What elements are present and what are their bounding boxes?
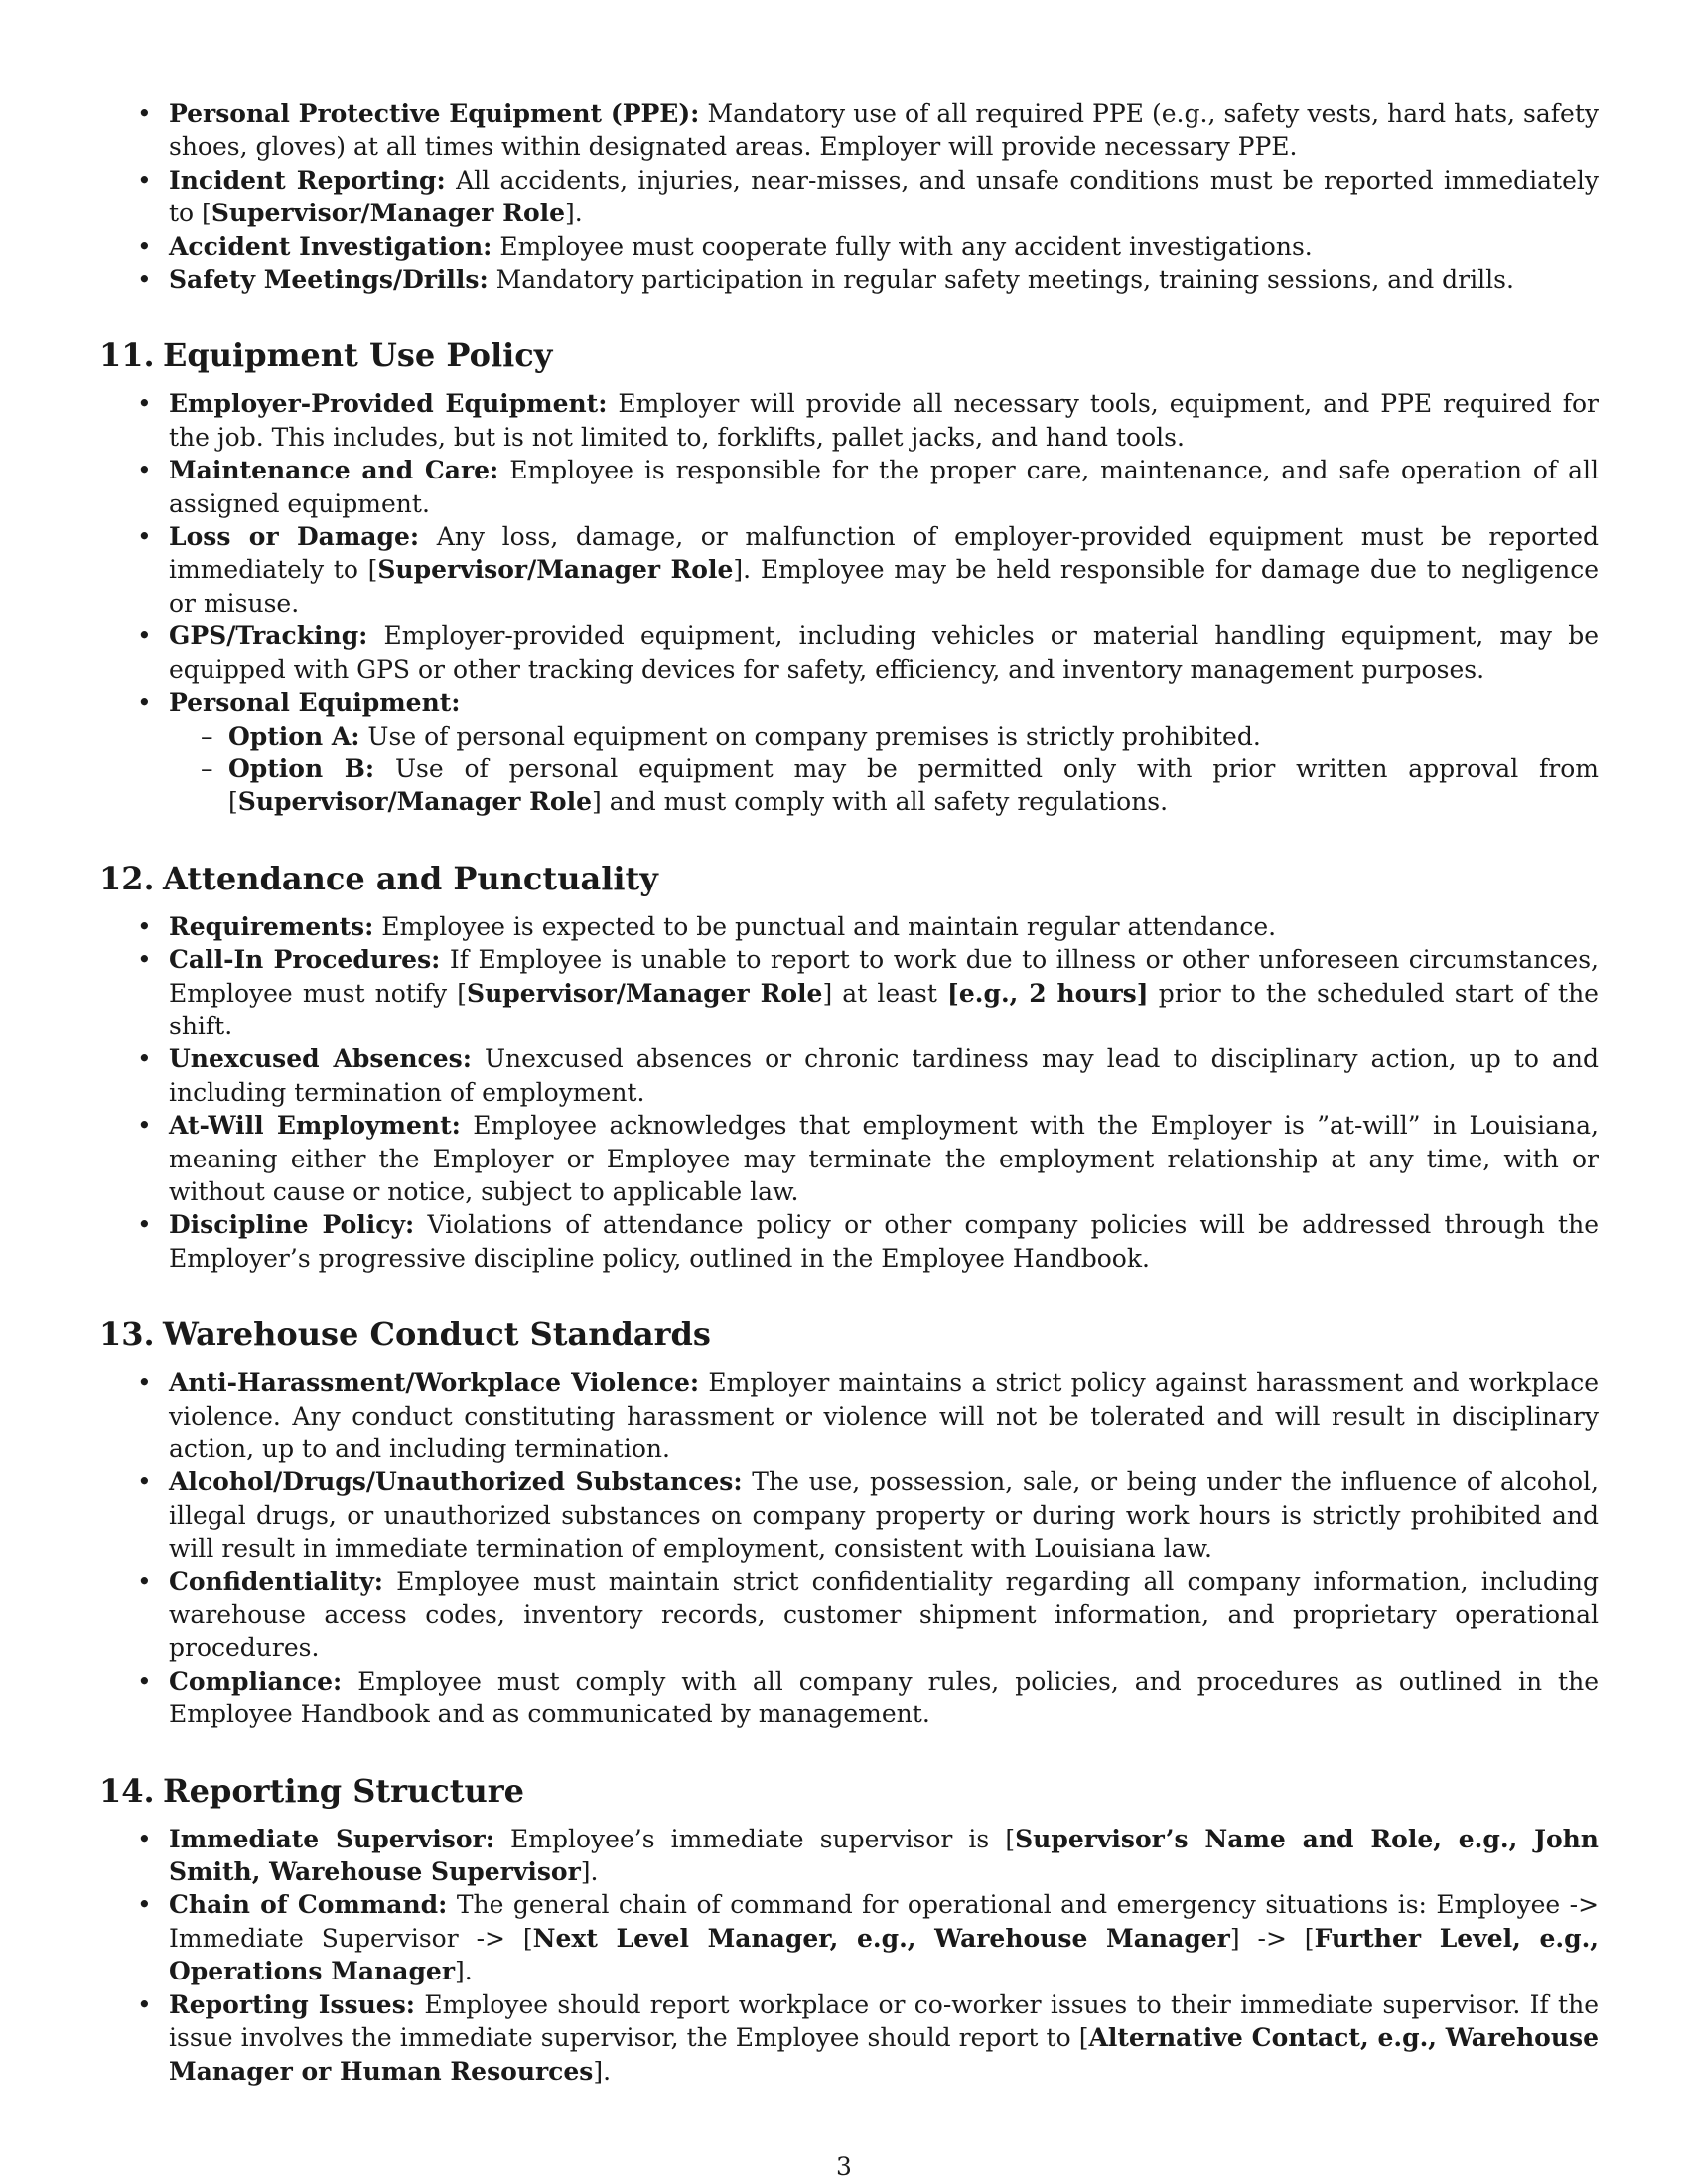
item-text: Violations of attendance policy or other company policies will be addressed through the Employer’s progressive discipline policy, outlined in the Employee Handbook. [169, 1210, 1599, 1273]
section-number: 12. [99, 859, 155, 897]
section-list [99, 1823, 1599, 2088]
list-item [99, 97, 1599, 164]
item-text: Use of personal equipment on company premises is strictly prohibited. [359, 721, 1261, 751]
item-text: Use of personal equipment may be permitted only with prior written approval from [ [228, 753, 1600, 817]
sublist-item [169, 752, 1599, 819]
item-text: ] at least [822, 978, 948, 1008]
item-term: Maintenance and Care: [169, 456, 499, 485]
section-warehouse-conduct [99, 1314, 1599, 1730]
page-number: 3 [836, 2152, 852, 2181]
item-term: Option B: [228, 753, 375, 783]
list-item [99, 1042, 1599, 1109]
item-text: Any loss, damage, or malfunction of employer-provided equipment must be reported immediately to [ [169, 522, 1599, 585]
item-text: prior to the scheduled start of the shift. [169, 978, 1599, 1040]
section-title: Equipment Use Policy [163, 337, 553, 375]
item-term: Incident Reporting: [169, 165, 446, 195]
list-item [99, 164, 1599, 230]
item-term: Confidentiality: [169, 1567, 384, 1596]
item-text: Employer-provided equipment, including vehicles or material handling equipment, may be equipped with GPS or other tracking devices for safety, efficiency, and inventory management purposes. [169, 621, 1599, 684]
item-term: Anti-Harassment/Workplace Violence: [169, 1368, 700, 1398]
item-text: Employee is responsible for the proper care, maintenance, and safe operation of all assigned equipment. [169, 456, 1600, 518]
item-term: Compliance: [169, 1666, 343, 1696]
list-item [99, 686, 1599, 819]
section-list [99, 1366, 1599, 1730]
item-text: Employer maintains a strict policy against harassment and workplace violence. Any conduct constituting harassment or violence will not be tolerated and will result in disciplinary action, up to and including termination. [169, 1368, 1600, 1463]
list-item [99, 230, 1599, 263]
item-term: GPS/Tracking: [169, 621, 368, 651]
role-placeholder: Supervisor/Manager Role [467, 978, 823, 1008]
item-term: Accident Investigation: [169, 231, 492, 261]
list-item [99, 1366, 1599, 1465]
item-text: Employee’s immediate supervisor is [ [493, 1824, 1016, 1853]
list-item [99, 1109, 1599, 1208]
item-text: ]. [580, 1857, 599, 1887]
item-text: The general chain of command for operational and emergency situations is: Employee -> Immediate Supervisor -> [ [169, 1890, 1600, 1953]
section-title: Warehouse Conduct Standards [163, 1315, 711, 1354]
role-placeholder: Supervisor/Manager Role [377, 555, 734, 585]
list-item [99, 263, 1599, 296]
section-equipment-use-policy [99, 336, 1599, 818]
intro-list [99, 97, 1599, 296]
item-text: Employee is expected to be punctual and maintain regular attendance. [373, 911, 1277, 941]
list-item [99, 619, 1599, 686]
list-item [99, 943, 1599, 1042]
section-number: 11. [99, 337, 155, 375]
list-item [99, 1465, 1599, 1565]
hours-placeholder: [e.g., 2 hours] [947, 978, 1149, 1008]
list-item [99, 1208, 1599, 1275]
section-title: Reporting Structure [163, 1771, 525, 1810]
section-list [99, 910, 1599, 1275]
item-term: Unexcused Absences: [169, 1044, 472, 1074]
item-term: Chain of Command: [169, 1890, 448, 1920]
role-placeholder: Supervisor/Manager Role [237, 787, 592, 817]
item-term: Alcohol/Drugs/Unauthorized Substances: [169, 1467, 743, 1497]
item-term: Reporting Issues: [169, 1989, 416, 2019]
item-term: Discipline Policy: [169, 1210, 415, 1240]
section-title: Attendance and Punctuality [163, 859, 658, 897]
role-placeholder: Alternative Contact, e.g., Warehouse Manager or Human Resources [169, 2023, 1599, 2086]
section-number: 13. [99, 1315, 155, 1354]
list-item [99, 1665, 1599, 1731]
item-term: Employer-Provided Equipment: [169, 389, 608, 419]
role-placeholder: Next Level Manager, e.g., Warehouse Manager [532, 1923, 1230, 1953]
section-number: 14. [99, 1771, 155, 1810]
item-term: Safety Meetings/Drills: [169, 265, 489, 295]
item-term: Call-In Procedures: [169, 945, 441, 975]
item-text: Mandatory participation in regular safety meetings, training sessions, and drills. [488, 265, 1514, 295]
item-text: Unexcused absences or chronic tardiness may lead to disciplinary action, up to and including termination of employment. [169, 1044, 1599, 1107]
item-text: Employee should report workplace or co-worker issues to their immediate supervisor. If the issue involves the immediate supervisor, the Employee should report to [ [169, 1989, 1599, 2053]
list-item [99, 387, 1599, 454]
item-text: Employee must maintain strict confidentiality regarding all company information, including warehouse access codes, inventory records, customer shipment information, and proprietary operational procedures. [169, 1567, 1599, 1663]
item-term: At-Will Employment: [169, 1111, 461, 1141]
section-heading [99, 1314, 1599, 1354]
section-list [99, 387, 1599, 818]
document-page [99, 97, 1599, 2088]
item-text: Employer will provide all necessary tools, equipment, and PPE required for the job. This includes, but is not limited to, forklifts, pallet jacks, and hand tools. [169, 389, 1599, 452]
section-heading [99, 336, 1599, 375]
option-sublist [169, 720, 1599, 819]
item-term: Personal Equipment: [169, 688, 461, 718]
item-term: Option A: [228, 721, 360, 751]
item-text: ] -> [ [1229, 1923, 1315, 1953]
list-item [99, 454, 1599, 520]
item-term: Loss or Damage: [169, 522, 420, 552]
item-text: ]. Employee may be held responsible for damage due to negligence or misuse. [169, 555, 1599, 617]
list-item [99, 520, 1599, 619]
role-placeholder: Further Level, e.g., Operations Manager [169, 1923, 1599, 1986]
section-reporting-structure [99, 1771, 1599, 2088]
item-term: Immediate Supervisor: [169, 1824, 494, 1853]
item-text: The use, possession, sale, or being under the influence of alcohol, illegal drugs, or unauthorized substances on company property or during work hours is strictly prohibited and will result in immediate termination of employment, consistent with Louisiana law. [169, 1467, 1599, 1564]
section-heading [99, 859, 1599, 898]
item-text: ]. [593, 2056, 612, 2086]
item-text: Employee acknowledges that employment with the Employer is ”at-will” in Louisiana, meaning either the Employer or Employee may terminate the employment relationship at any time, with or without cause or notice, subject to applicable law. [169, 1111, 1599, 1206]
item-term: Requirements: [169, 911, 374, 941]
section-heading [99, 1771, 1599, 1811]
list-item [99, 910, 1599, 943]
item-text: Employee must comply with all company rules, policies, and procedures as outlined in the Employee Handbook and as communicated by management. [169, 1666, 1599, 1729]
item-term: Personal Protective Equipment (PPE): [169, 99, 700, 128]
role-placeholder: Supervisor’s Name and Role, e.g., John Smith, Warehouse Supervisor [169, 1824, 1599, 1887]
list-item [99, 1988, 1599, 2088]
section-attendance-punctuality [99, 859, 1599, 1275]
item-text: ] and must comply with all safety regulations. [592, 787, 1169, 817]
role-placeholder: Supervisor/Manager Role [211, 199, 566, 228]
list-item [99, 1888, 1599, 1987]
list-item [99, 1823, 1599, 1889]
item-text: If Employee is unable to report to work due to illness or other unforeseen circumstances, Employee must notify [ [169, 945, 1599, 1008]
list-item [99, 1566, 1599, 1665]
sublist-item [169, 720, 1599, 752]
item-text: Employee must cooperate fully with any accident investigations. [492, 231, 1313, 261]
item-text: ]. [565, 199, 583, 228]
item-text: All accidents, injuries, near-misses, and unsafe conditions must be reported immediately to [ [169, 165, 1600, 228]
item-text: ]. [455, 1957, 473, 1986]
item-text: Mandatory use of all required PPE (e.g., safety vests, hard hats, safety shoes, gloves) at all times within designated areas. Employer will provide necessary PPE. [169, 99, 1599, 162]
